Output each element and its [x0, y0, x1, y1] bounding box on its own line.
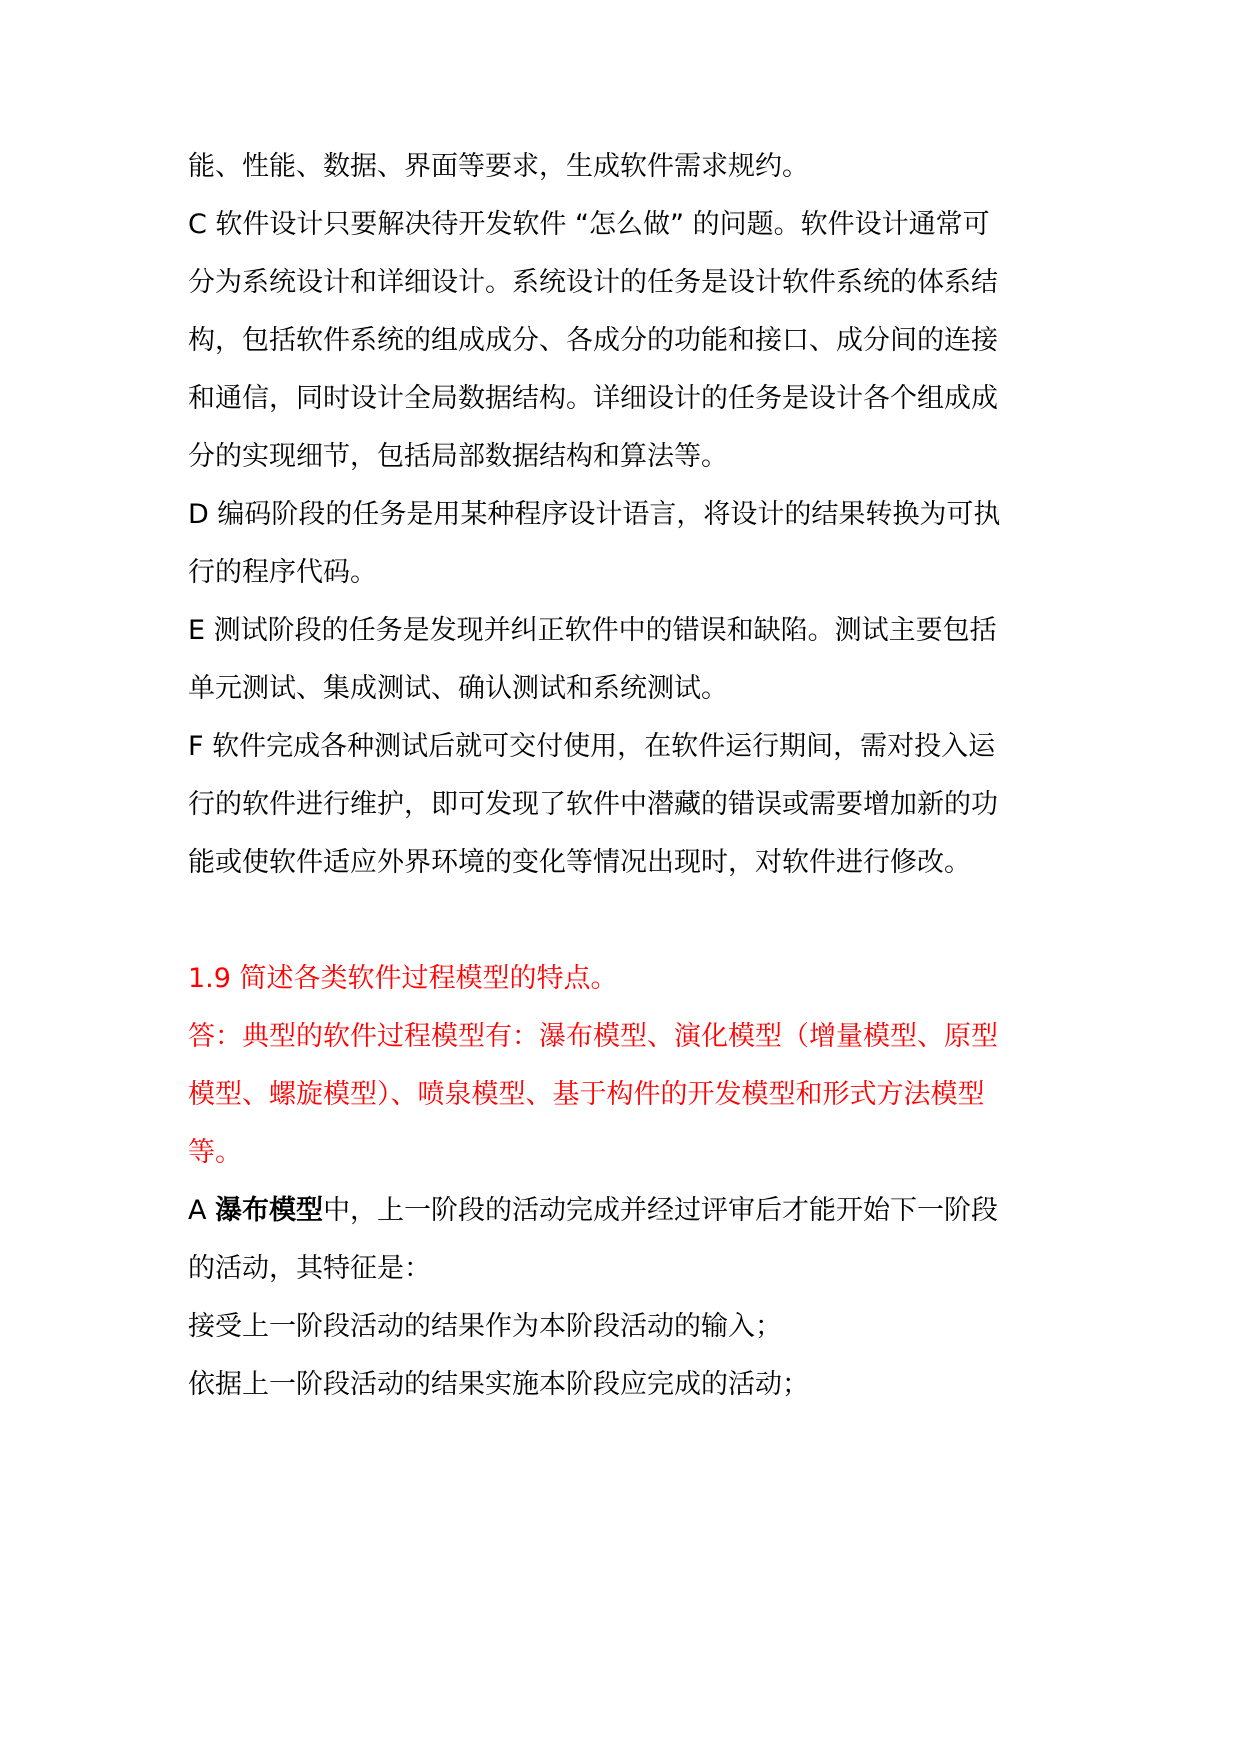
paragraph-line: 行的软件进行维护，即可发现了软件中潜藏的错误或需要增加新的功: [188, 789, 998, 820]
paragraph-line: 和通信，同时设计全局数据结构。详细设计的任务是设计各个组成成: [188, 383, 998, 414]
waterfall-line: 的活动，其特征是：: [188, 1253, 431, 1284]
paragraph-line: 单元测试、集成测试、确认测试和系统测试。: [188, 673, 728, 704]
waterfall-rest: 中，上一阶段的活动完成并经过评审后才能开始下一阶段: [323, 1195, 999, 1226]
answer-line: 等。: [188, 1137, 242, 1168]
waterfall-line: 依据上一阶段活动的结果实施本阶段应完成的活动；: [188, 1369, 809, 1400]
paragraph-line: 分为系统设计和详细设计。系统设计的任务是设计软件系统的体系结: [188, 267, 998, 298]
paragraph-line: D 编码阶段的任务是用某种程序设计语言，将设计的结果转换为可执: [188, 499, 1001, 530]
waterfall-bold-term: 瀑布模型: [215, 1195, 324, 1226]
answer-line: 模型、螺旋模型）、喷泉模型、基于构件的开发模型和形式方法模型: [188, 1079, 985, 1110]
paragraph-line: 行的程序代码。: [188, 557, 377, 588]
paragraph-line: 分的实现细节，包括局部数据结构和算法等。: [188, 441, 728, 472]
paragraph-line: F 软件完成各种测试后就可交付使用，在软件运行期间，需对投入运: [188, 731, 996, 762]
question-title: 1.9 简述各类软件过程模型的特点。: [188, 963, 618, 994]
paragraph-line: 能或使软件适应外界环境的变化等情况出现时，对软件进行修改。: [188, 847, 971, 878]
answer-line: 答：典型的软件过程模型有：瀑布模型、演化模型（增量模型、原型: [188, 1021, 998, 1052]
waterfall-prefix: A: [188, 1195, 216, 1226]
paragraph-line: C 软件设计只要解决待开发软件 “怎么做” 的问题。软件设计通常可: [188, 209, 990, 240]
waterfall-line: 接受上一阶段活动的结果作为本阶段活动的输入；: [188, 1311, 782, 1342]
paragraph-line: 能、性能、数据、界面等要求，生成软件需求规约。: [188, 151, 809, 182]
paragraph-line: E 测试阶段的任务是发现并纠正软件中的错误和缺陷。测试主要包括: [188, 615, 997, 646]
waterfall-intro-line: [188, 1178, 1068, 1243]
paragraph-line: 构，包括软件系统的组成成分、各成分的功能和接口、成分间的连接: [188, 325, 998, 356]
